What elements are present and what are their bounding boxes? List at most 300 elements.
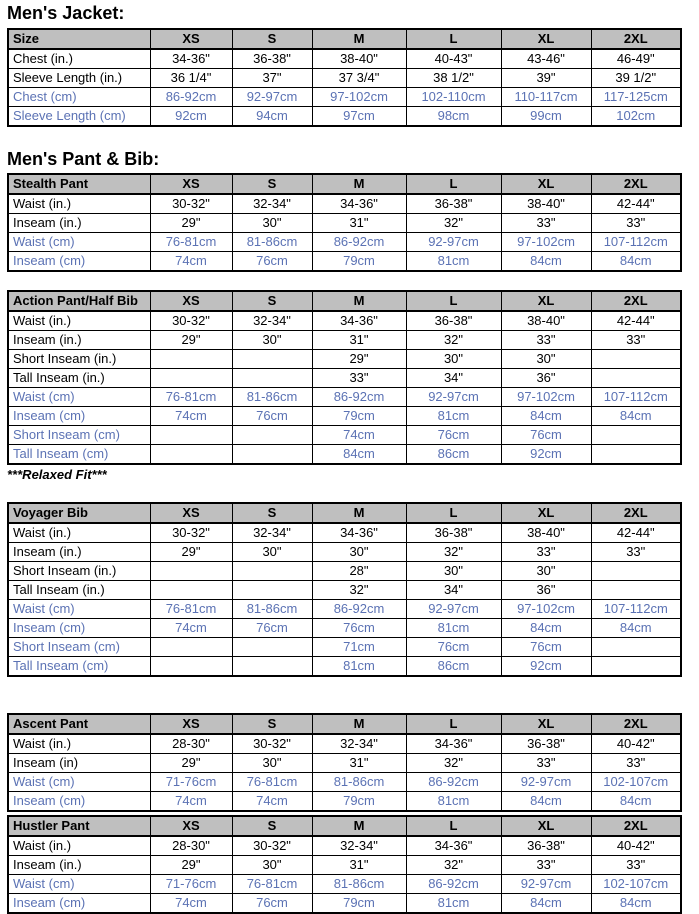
size-value: 81-86cm	[312, 875, 406, 894]
size-value: 107-112cm	[591, 233, 681, 252]
size-column-header: XL	[501, 503, 591, 523]
size-value: 40-43"	[406, 49, 501, 69]
row-label: Inseam (in.)	[8, 331, 150, 350]
measurement-row	[8, 88, 681, 107]
size-value: 81cm	[406, 407, 501, 426]
size-value: 92cm	[501, 657, 591, 677]
measurement-row	[8, 657, 681, 677]
size-value: 30"	[501, 350, 591, 369]
size-value: 30"	[406, 562, 501, 581]
size-value: 34-36"	[312, 311, 406, 331]
size-value	[150, 445, 232, 465]
measurement-row	[8, 543, 681, 562]
size-value	[591, 426, 681, 445]
measurement-row	[8, 638, 681, 657]
size-value: 29"	[150, 754, 232, 773]
size-value	[232, 445, 312, 465]
size-value: 76cm	[501, 638, 591, 657]
size-value: 102-107cm	[591, 773, 681, 792]
size-value: 32-34"	[312, 836, 406, 856]
size-value: 36"	[501, 581, 591, 600]
size-value: 76cm	[232, 407, 312, 426]
size-header-row	[8, 714, 681, 734]
size-value: 92-97cm	[406, 388, 501, 407]
size-value: 40-42"	[591, 836, 681, 856]
size-header-row	[8, 29, 681, 49]
size-value: 32"	[312, 581, 406, 600]
table-title-cell: Size	[8, 29, 150, 49]
measurement-row	[8, 875, 681, 894]
size-value: 36-38"	[406, 523, 501, 543]
size-table-stealth-pant	[7, 173, 682, 272]
size-value: 29"	[312, 350, 406, 369]
size-header-row	[8, 503, 681, 523]
size-value: 36-38"	[406, 194, 501, 214]
section-title-mens-jacket: Men's Jacket:	[7, 3, 125, 23]
row-label: Chest (cm)	[8, 88, 150, 107]
size-value: 76cm	[232, 894, 312, 914]
row-label: Inseam (cm)	[8, 792, 150, 812]
size-value: 46-49"	[591, 49, 681, 69]
size-value: 30-32"	[150, 311, 232, 331]
size-value: 30-32"	[150, 523, 232, 543]
size-value: 86-92cm	[406, 875, 501, 894]
size-value	[591, 562, 681, 581]
size-column-header: M	[312, 29, 406, 49]
size-column-header: M	[312, 291, 406, 311]
size-value: 28-30"	[150, 734, 232, 754]
size-table-ascent-pant	[7, 713, 682, 812]
size-column-header: S	[232, 174, 312, 194]
size-column-header: M	[312, 174, 406, 194]
size-column-header: XL	[501, 816, 591, 836]
size-value: 92-97cm	[501, 773, 591, 792]
size-value: 74cm	[150, 894, 232, 914]
size-value: 32"	[406, 543, 501, 562]
size-value: 30"	[232, 331, 312, 350]
size-value: 42-44"	[591, 311, 681, 331]
size-value: 76-81cm	[232, 875, 312, 894]
size-value: 86cm	[406, 657, 501, 677]
size-value: 84cm	[501, 619, 591, 638]
size-value: 84cm	[591, 407, 681, 426]
size-value: 30"	[312, 543, 406, 562]
size-value	[591, 350, 681, 369]
size-value	[591, 581, 681, 600]
size-table-voyager-bib	[7, 502, 682, 677]
size-column-header: 2XL	[591, 29, 681, 49]
size-value: 34-36"	[150, 49, 232, 69]
size-value: 86-92cm	[312, 233, 406, 252]
table-title-cell: Voyager Bib	[8, 503, 150, 523]
size-value: 102-107cm	[591, 875, 681, 894]
size-value: 76-81cm	[150, 233, 232, 252]
row-label: Inseam (in.)	[8, 856, 150, 875]
relaxed-fit-note: ***Relaxed Fit***	[7, 467, 107, 482]
size-value: 32"	[406, 856, 501, 875]
size-value: 102cm	[591, 107, 681, 127]
size-value: 110-117cm	[501, 88, 591, 107]
size-value: 33"	[591, 331, 681, 350]
size-value: 33"	[591, 214, 681, 233]
size-value: 30"	[232, 543, 312, 562]
size-value: 34-36"	[406, 734, 501, 754]
measurement-row	[8, 107, 681, 127]
size-value: 86-92cm	[312, 388, 406, 407]
measurement-row	[8, 856, 681, 875]
table-title-cell: Ascent Pant	[8, 714, 150, 734]
size-value: 38-40"	[501, 523, 591, 543]
measurement-row	[8, 311, 681, 331]
table-title-cell: Stealth Pant	[8, 174, 150, 194]
size-value: 97-102cm	[501, 233, 591, 252]
size-value: 97-102cm	[501, 600, 591, 619]
size-value: 84cm	[591, 894, 681, 914]
table-title-cell: Hustler Pant	[8, 816, 150, 836]
size-value: 30-32"	[232, 734, 312, 754]
size-value: 33"	[312, 369, 406, 388]
size-value: 36"	[501, 369, 591, 388]
size-value: 84cm	[591, 252, 681, 272]
size-value	[150, 581, 232, 600]
size-value: 29"	[150, 543, 232, 562]
size-value: 31"	[312, 214, 406, 233]
size-column-header: L	[406, 714, 501, 734]
measurement-row	[8, 252, 681, 272]
size-column-header: XL	[501, 291, 591, 311]
size-value: 98cm	[406, 107, 501, 127]
size-header-row	[8, 291, 681, 311]
size-column-header: XL	[501, 174, 591, 194]
size-value: 74cm	[150, 407, 232, 426]
size-value: 84cm	[591, 792, 681, 812]
size-value: 81-86cm	[232, 233, 312, 252]
size-value: 33"	[501, 754, 591, 773]
size-value: 79cm	[312, 894, 406, 914]
size-column-header: M	[312, 816, 406, 836]
size-value	[232, 657, 312, 677]
size-value: 28-30"	[150, 836, 232, 856]
measurement-row	[8, 407, 681, 426]
measurement-row	[8, 369, 681, 388]
row-label: Inseam (cm)	[8, 894, 150, 914]
size-value: 32-34"	[232, 311, 312, 331]
size-value: 33"	[501, 856, 591, 875]
size-column-header: XS	[150, 29, 232, 49]
size-column-header: XS	[150, 291, 232, 311]
size-value: 30"	[232, 856, 312, 875]
size-table-mens-jacket	[7, 28, 682, 127]
size-value	[150, 638, 232, 657]
size-value: 32-34"	[312, 734, 406, 754]
size-value: 92-97cm	[501, 875, 591, 894]
size-column-header: M	[312, 714, 406, 734]
size-value: 97cm	[312, 107, 406, 127]
size-value: 30"	[406, 350, 501, 369]
size-value: 29"	[150, 331, 232, 350]
measurement-row	[8, 49, 681, 69]
size-value	[150, 369, 232, 388]
size-header-row	[8, 174, 681, 194]
row-label: Tall Inseam (in.)	[8, 581, 150, 600]
size-value: 36 1/4"	[150, 69, 232, 88]
measurement-row	[8, 331, 681, 350]
row-label: Waist (in.)	[8, 194, 150, 214]
size-column-header: S	[232, 816, 312, 836]
size-value	[232, 369, 312, 388]
size-value: 37"	[232, 69, 312, 88]
size-value: 86cm	[406, 445, 501, 465]
row-label: Short Inseam (cm)	[8, 426, 150, 445]
row-label: Short Inseam (in.)	[8, 350, 150, 369]
size-value: 76cm	[501, 426, 591, 445]
measurement-row	[8, 773, 681, 792]
size-column-header: M	[312, 503, 406, 523]
size-value	[150, 350, 232, 369]
size-value: 81cm	[406, 894, 501, 914]
size-value	[150, 562, 232, 581]
size-column-header: XL	[501, 714, 591, 734]
size-column-header: L	[406, 29, 501, 49]
row-label: Inseam (in.)	[8, 543, 150, 562]
size-value: 81-86cm	[232, 600, 312, 619]
size-value: 38-40"	[312, 49, 406, 69]
size-value: 32"	[406, 214, 501, 233]
row-label: Waist (cm)	[8, 875, 150, 894]
row-label: Waist (cm)	[8, 600, 150, 619]
size-value: 84cm	[501, 252, 591, 272]
measurement-row	[8, 836, 681, 856]
size-value: 81-86cm	[312, 773, 406, 792]
size-value: 76cm	[232, 619, 312, 638]
size-value	[591, 657, 681, 677]
size-value: 71-76cm	[150, 875, 232, 894]
size-column-header: S	[232, 714, 312, 734]
size-value: 74cm	[150, 619, 232, 638]
size-value: 28"	[312, 562, 406, 581]
size-column-header: L	[406, 291, 501, 311]
measurement-row	[8, 734, 681, 754]
size-value: 32-34"	[232, 194, 312, 214]
section-title-mens-pant-bib: Men's Pant & Bib:	[7, 149, 160, 169]
size-value: 84cm	[312, 445, 406, 465]
size-value	[232, 350, 312, 369]
size-value: 102-110cm	[406, 88, 501, 107]
size-column-header: 2XL	[591, 174, 681, 194]
size-value: 76-81cm	[150, 388, 232, 407]
size-table-action-pant-half-bib	[7, 290, 682, 465]
size-value: 79cm	[312, 407, 406, 426]
size-value: 33"	[501, 214, 591, 233]
size-value	[591, 445, 681, 465]
size-column-header: XS	[150, 816, 232, 836]
size-value: 34"	[406, 369, 501, 388]
row-label: Tall Inseam (cm)	[8, 657, 150, 677]
size-value: 76-81cm	[150, 600, 232, 619]
size-value: 30-32"	[150, 194, 232, 214]
size-value: 92cm	[150, 107, 232, 127]
size-value: 76cm	[232, 252, 312, 272]
row-label: Short Inseam (cm)	[8, 638, 150, 657]
size-column-header: 2XL	[591, 714, 681, 734]
size-value: 84cm	[501, 792, 591, 812]
size-value: 31"	[312, 331, 406, 350]
size-value: 29"	[150, 214, 232, 233]
measurement-row	[8, 194, 681, 214]
measurement-row	[8, 69, 681, 88]
measurement-row	[8, 619, 681, 638]
size-value: 81cm	[312, 657, 406, 677]
size-value: 42-44"	[591, 523, 681, 543]
measurement-row	[8, 792, 681, 812]
size-value: 29"	[150, 856, 232, 875]
measurement-row	[8, 445, 681, 465]
size-value: 30-32"	[232, 836, 312, 856]
size-value: 33"	[591, 856, 681, 875]
size-value: 31"	[312, 856, 406, 875]
size-value	[232, 581, 312, 600]
size-value: 36-38"	[232, 49, 312, 69]
size-value: 34-36"	[406, 836, 501, 856]
size-column-header: XL	[501, 29, 591, 49]
size-column-header: 2XL	[591, 291, 681, 311]
table-title-cell: Action Pant/Half Bib	[8, 291, 150, 311]
row-label: Chest (in.)	[8, 49, 150, 69]
size-value: 76cm	[406, 426, 501, 445]
size-value: 30"	[501, 562, 591, 581]
size-column-header: L	[406, 174, 501, 194]
size-value: 74cm	[312, 426, 406, 445]
row-label: Short Inseam (in.)	[8, 562, 150, 581]
size-value: 81cm	[406, 792, 501, 812]
size-value: 117-125cm	[591, 88, 681, 107]
size-header-row	[8, 816, 681, 836]
measurement-row	[8, 426, 681, 445]
size-value: 84cm	[501, 407, 591, 426]
size-value: 86-92cm	[312, 600, 406, 619]
row-label: Sleeve Length (in.)	[8, 69, 150, 88]
size-value: 97-102cm	[312, 88, 406, 107]
size-value: 38-40"	[501, 194, 591, 214]
size-value: 79cm	[312, 792, 406, 812]
measurement-row	[8, 562, 681, 581]
size-value	[232, 562, 312, 581]
size-column-header: XS	[150, 174, 232, 194]
size-value: 37 3/4"	[312, 69, 406, 88]
measurement-row	[8, 581, 681, 600]
size-value: 33"	[501, 543, 591, 562]
row-label: Waist (in.)	[8, 523, 150, 543]
size-value: 36-38"	[501, 734, 591, 754]
size-column-header: S	[232, 29, 312, 49]
measurement-row	[8, 754, 681, 773]
size-value: 33"	[591, 543, 681, 562]
measurement-row	[8, 388, 681, 407]
size-column-header: L	[406, 816, 501, 836]
size-column-header: S	[232, 503, 312, 523]
measurement-row	[8, 600, 681, 619]
row-label: Waist (cm)	[8, 233, 150, 252]
size-value: 34-36"	[312, 194, 406, 214]
size-value: 84cm	[501, 894, 591, 914]
measurement-row	[8, 233, 681, 252]
size-value: 74cm	[150, 252, 232, 272]
size-value	[591, 638, 681, 657]
row-label: Waist (cm)	[8, 388, 150, 407]
size-value: 76cm	[406, 638, 501, 657]
row-label: Tall Inseam (cm)	[8, 445, 150, 465]
size-column-header: S	[232, 291, 312, 311]
size-value: 39"	[501, 69, 591, 88]
size-column-header: XS	[150, 503, 232, 523]
size-value: 71cm	[312, 638, 406, 657]
size-value: 74cm	[150, 792, 232, 812]
size-value: 38-40"	[501, 311, 591, 331]
size-value: 92-97cm	[406, 233, 501, 252]
row-label: Inseam (in)	[8, 754, 150, 773]
size-value	[150, 657, 232, 677]
size-value: 33"	[591, 754, 681, 773]
size-value: 81-86cm	[232, 388, 312, 407]
size-value: 92cm	[501, 445, 591, 465]
size-value: 79cm	[312, 252, 406, 272]
measurement-row	[8, 350, 681, 369]
row-label: Tall Inseam (in.)	[8, 369, 150, 388]
size-value: 86-92cm	[150, 88, 232, 107]
size-value: 36-38"	[406, 311, 501, 331]
size-value: 32"	[406, 331, 501, 350]
row-label: Inseam (cm)	[8, 252, 150, 272]
size-value: 92-97cm	[406, 600, 501, 619]
size-value: 33"	[501, 331, 591, 350]
size-value: 81cm	[406, 252, 501, 272]
row-label: Inseam (cm)	[8, 619, 150, 638]
size-value: 86-92cm	[406, 773, 501, 792]
size-value: 31"	[312, 754, 406, 773]
size-value	[232, 426, 312, 445]
row-label: Waist (in.)	[8, 734, 150, 754]
size-value: 32"	[406, 754, 501, 773]
size-column-header: 2XL	[591, 816, 681, 836]
size-table-hustler-pant	[7, 815, 682, 914]
size-value: 99cm	[501, 107, 591, 127]
size-value: 92-97cm	[232, 88, 312, 107]
size-value	[232, 638, 312, 657]
size-value	[150, 426, 232, 445]
size-value: 30"	[232, 214, 312, 233]
size-value	[591, 369, 681, 388]
size-value: 107-112cm	[591, 388, 681, 407]
size-value: 34"	[406, 581, 501, 600]
size-column-header: 2XL	[591, 503, 681, 523]
size-value: 81cm	[406, 619, 501, 638]
size-value: 39 1/2"	[591, 69, 681, 88]
size-value: 76-81cm	[232, 773, 312, 792]
size-value: 97-102cm	[501, 388, 591, 407]
size-value: 43-46"	[501, 49, 591, 69]
row-label: Waist (in.)	[8, 311, 150, 331]
measurement-row	[8, 894, 681, 914]
size-value: 94cm	[232, 107, 312, 127]
row-label: Waist (in.)	[8, 836, 150, 856]
size-value: 42-44"	[591, 194, 681, 214]
size-value: 30"	[232, 754, 312, 773]
size-value: 34-36"	[312, 523, 406, 543]
row-label: Inseam (cm)	[8, 407, 150, 426]
size-value: 84cm	[591, 619, 681, 638]
row-label: Inseam (in.)	[8, 214, 150, 233]
size-value: 71-76cm	[150, 773, 232, 792]
